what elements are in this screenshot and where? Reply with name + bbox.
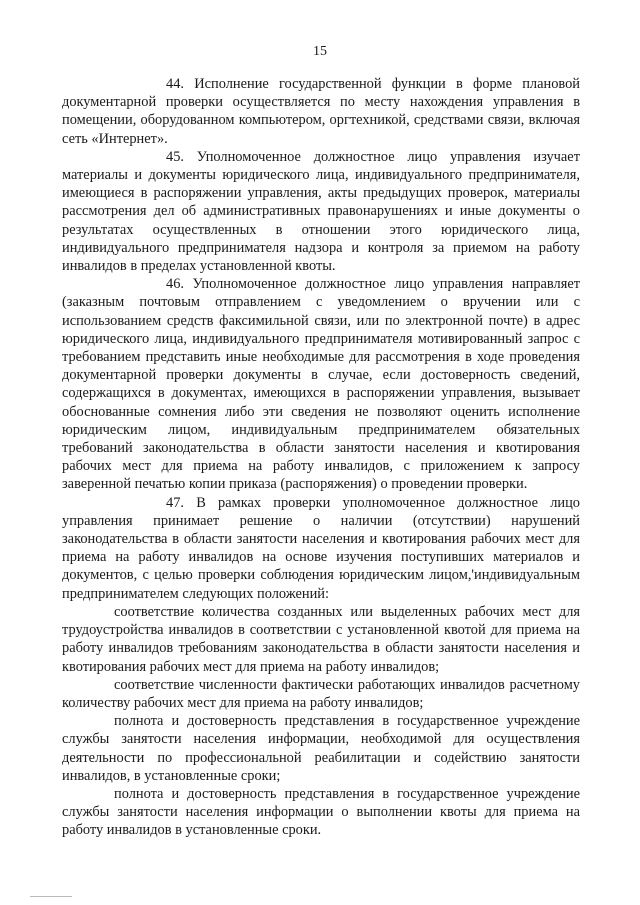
paragraph-text: В рамках проверки уполномоченное должностное лицо управления принимает решение о наличии (отсутствии) нарушений законодательства в области занятости населения и квотирования рабочих мест для приема на работу инвалидов на основе изучения поступивших материалов и документов, с целью проверки соблюдения юридическим лицом,'индивидуальным предпринимателем следующих положений:: [62, 494, 580, 602]
footer-scan-mark: [30, 896, 72, 897]
paragraph-text: полнота и достоверность представления в государственное учреждение службы занятости населения информации о выполнении квоты для приема на работу инвалидов в установленные сроки.: [62, 785, 580, 839]
paragraph-text: Уполномоченное должностное лицо управления изучает материалы и документы юридического лица, индивидуального предпринимателя, имеющиеся в распоряжении управления, акты предыдущих проверок, материалы рассмотрения дел об административных правонарушениях и иные документы о результатах осуществленных в отношении этого юридического лица, индивидуального предпринимателя надзора и контроля за приемом на работу инвалидов в пределах установленной квоты.: [62, 148, 580, 275]
paragraph-45: [62, 148, 580, 275]
paragraph-text: соответствие количества созданных или выделенных рабочих мест для трудоустройства инвалидов в соответствии с установленной квотой для приема на работу инвалидов требованиям законодательства в области занятости населения и квотирования рабочих мест для приема на работу инвалидов;: [62, 603, 580, 675]
paragraph-44: [62, 75, 580, 148]
paragraph-number: 45.: [166, 148, 184, 165]
paragraph-text: Уполномоченное должностное лицо управления направляет (заказным почтовым отправлением с уведомлением о вручении или с использованием средств факсимильной связи, или по электронной почте) в адрес юридического лица, индивидуального предпринимателя мотивированный запрос с требованием представить иные необходимые для рассмотрения в ходе проведения документарной проверки документы в случае, если достоверность сведений, содержащихся в документах, имеющихся в распоряжении управления, вызывает обоснованные сомнения либо эти сведения не позволяют оценить исполнение юридическим лицом, индивидуальным предпринимателем обязательных требований законодательства в области занятости населения и квотирования рабочих мест для приема на работу инвалидов, с приложением к запросу заверенной печатью копии приказа (распоряжения) о проведении проверки.: [62, 276, 580, 493]
list-item-quota-info: [62, 785, 580, 840]
paragraph-text: соответствие численности фактически работающих инвалидов расчетному количеству рабочих мест для приема на работу инвалидов;: [62, 676, 580, 711]
list-item-rehabilitation-info: [62, 712, 580, 785]
list-item-quota-compliance: [62, 603, 580, 676]
paragraph-number: 46.: [166, 276, 184, 293]
document-body: [62, 75, 580, 840]
paragraph-number: 47.: [166, 494, 184, 511]
paragraph-47: [62, 494, 580, 603]
paragraph-number: 44.: [166, 76, 184, 92]
paragraph-text: полнота и достоверность представления в государственное учреждение службы занятости населения информации, необходимой для осуществления деятельности по профессиональной реабилитации и содействию занятости инвалидов, в установленные сроки;: [62, 713, 580, 784]
paragraph-46: [62, 275, 580, 493]
page-number: 15: [313, 44, 327, 59]
paragraph-text: Исполнение государственной функции в форме плановой документарной проверки осуществляется по месту нахождения управления в помещении, оборудованном компьютером, оргтехникой, средствами связи, включая сеть «Интернет».: [62, 76, 580, 147]
list-item-headcount: [62, 676, 580, 712]
